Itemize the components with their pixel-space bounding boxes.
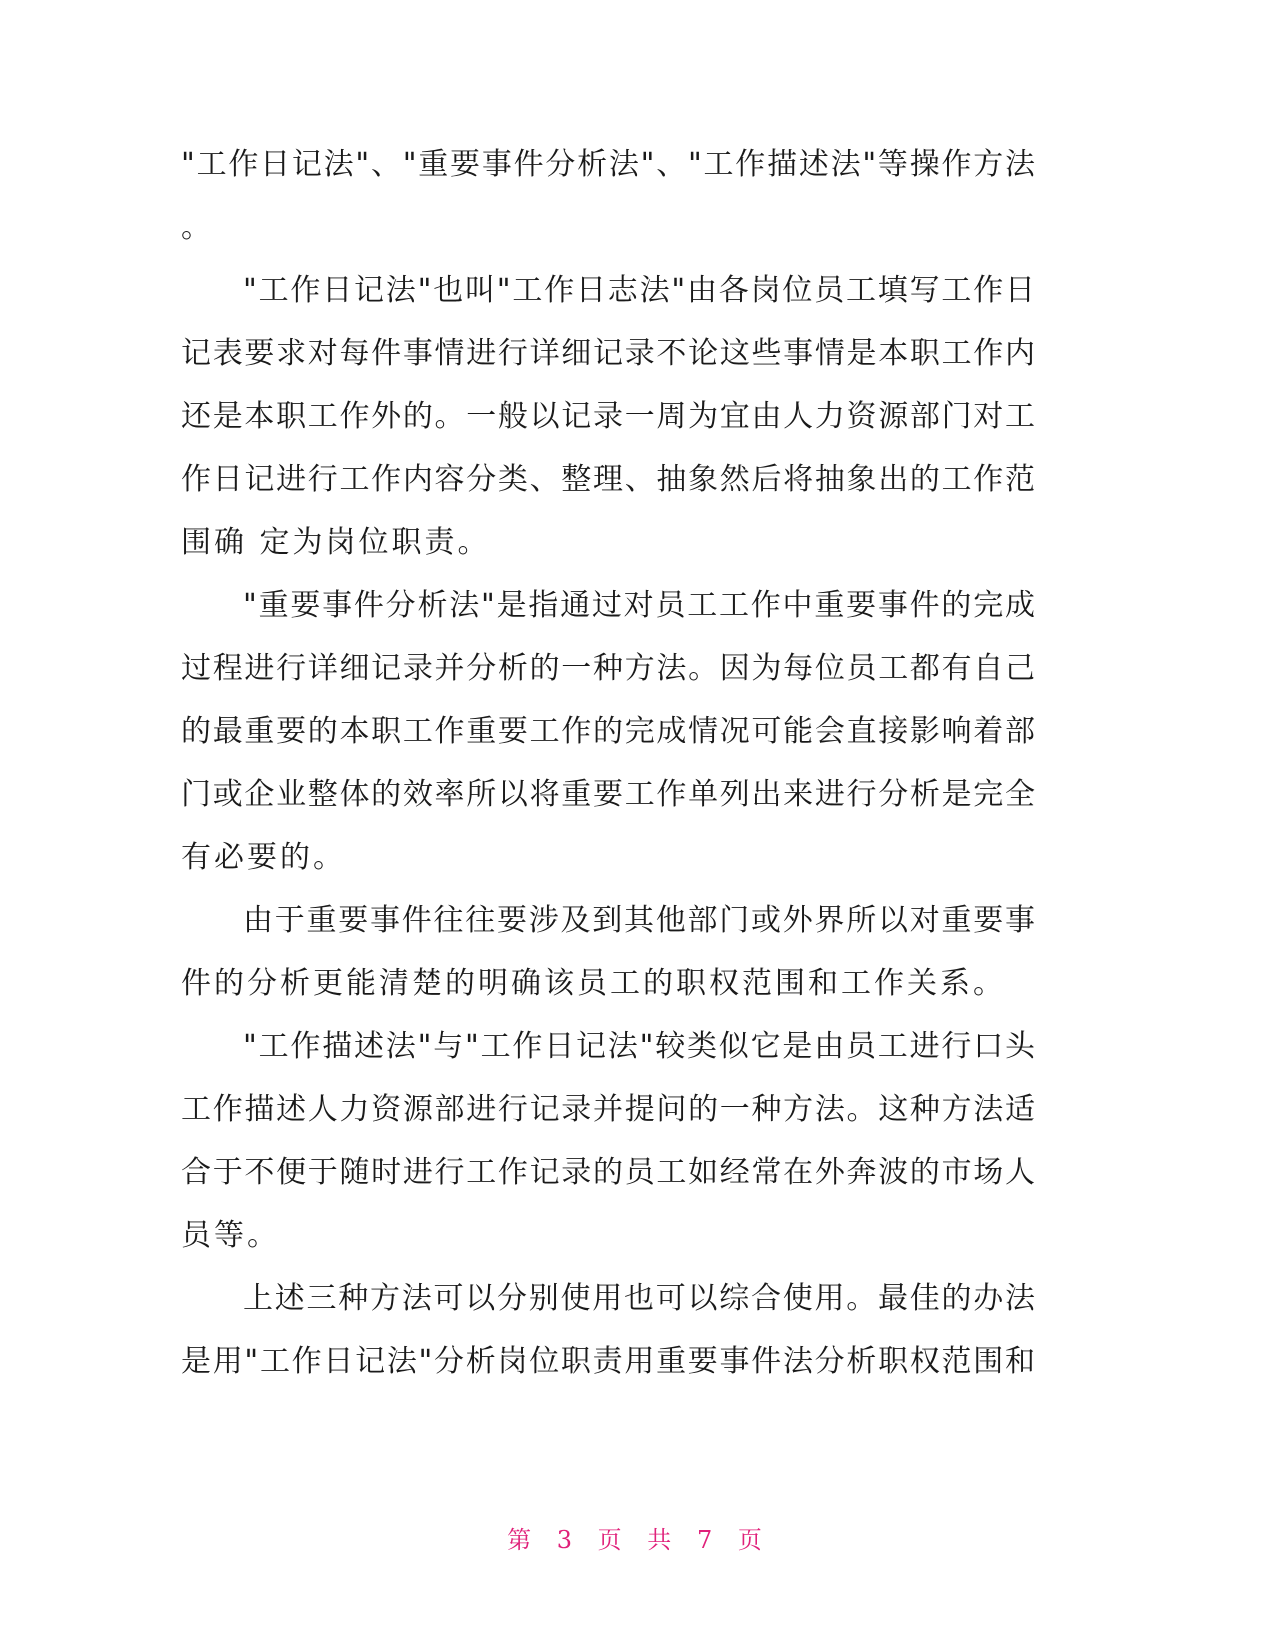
document-body <box>181 133 1036 1393</box>
text-line: 有必要的。 <box>181 840 346 875</box>
text-line: 件的分析更能清楚的明确该员工的职权范围和工作关系。 <box>181 966 1006 1001</box>
text-line: 记表要求对每件事情进行详细记录不论这些事情是本职工作内 <box>181 336 1036 371</box>
text-line: 作日记进行工作内容分类、整理、抽象然后将抽象出的工作范 <box>181 462 1036 497</box>
text-line: "重要事件分析法"是指通过对员工工作中重要事件的完成 <box>243 588 1036 623</box>
text-line: 还是本职工作外的。一般以记录一周为宜由人力资源部门对工 <box>181 399 1036 434</box>
page-number-footer: 第 3 页 共 7 页 <box>507 1526 768 1554</box>
text-line: 工作描述人力资源部进行记录并提问的一种方法。这种方法适 <box>181 1092 1036 1127</box>
text-line: 。 <box>181 210 214 245</box>
text-line: "工作日记法"也叫"工作日志法"由各岗位员工填写工作日 <box>243 273 1036 308</box>
text-line: 上述三种方法可以分别使用也可以综合使用。最佳的办法 <box>243 1281 1036 1316</box>
text-line: "工作日记法"、"重要事件分析法"、"工作描述法"等操作方法 <box>181 147 1036 182</box>
paragraph <box>181 574 1036 889</box>
text-line: 合于不便于随时进行工作记录的员工如经常在外奔波的市场人 <box>181 1155 1036 1190</box>
text-line: "工作描述法"与"工作日记法"较类似它是由员工进行口头 <box>243 1029 1036 1064</box>
text-line: 过程进行详细记录并分析的一种方法。因为每位员工都有自己 <box>181 651 1036 686</box>
paragraph <box>181 259 1036 574</box>
paragraph <box>181 1267 1036 1393</box>
text-line: 的最重要的本职工作重要工作的完成情况可能会直接影响着部 <box>181 714 1036 749</box>
text-line: 门或企业整体的效率所以将重要工作单列出来进行分析是完全 <box>181 777 1036 812</box>
paragraph <box>181 133 1036 259</box>
text-line: 员等。 <box>181 1218 280 1253</box>
text-line: 由于重要事件往往要涉及到其他部门或外界所以对重要事 <box>243 903 1036 938</box>
text-line: 是用"工作日记法"分析岗位职责用重要事件法分析职权范围和 <box>181 1344 1036 1379</box>
paragraph <box>181 1015 1036 1267</box>
text-line: 围确 定为岗位职责。 <box>181 525 491 560</box>
paragraph <box>181 889 1036 1015</box>
